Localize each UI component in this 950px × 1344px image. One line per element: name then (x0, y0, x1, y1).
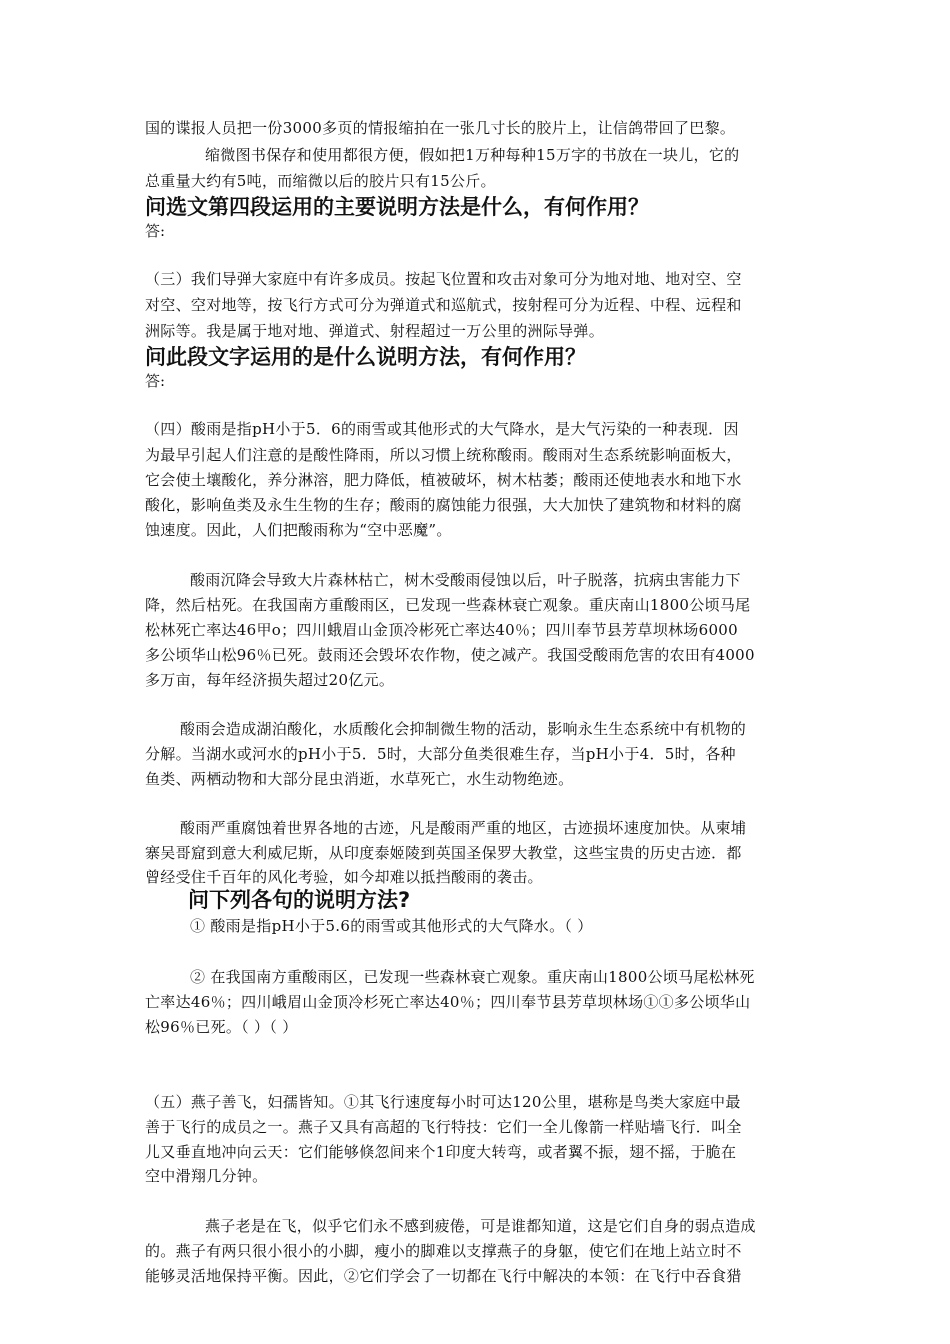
question-heading: 问下列各句的说明方法? (188, 888, 411, 912)
text-line: 松96％已死。（ ）（ ） (145, 1018, 298, 1036)
text-line: 洲际等。我是属于地对地、弹道式、射程超过一万公里的洲际导弹。 (145, 322, 605, 340)
text-line: 缩微图书保存和使用都很方便，假如把1万种每种15万字的书放在一块儿，它的 (205, 146, 740, 164)
text-line: 它会使土壤酸化，养分淋溶，肥力降低，植被破坏，树木枯萎；酸雨还使地表水和地下水 (145, 471, 742, 489)
text-line: 空中滑翔几分钟。 (145, 1167, 268, 1185)
text-line: 多公顷华山松96％已死。鼓雨还会毁坏农作物，使之减产。我国受酸雨危害的农田有4000 (145, 646, 755, 664)
text-line: 酸化，影响鱼类及永生生物的生存；酸雨的腐蚀能力很强，大大加快了建筑物和材料的腐 (145, 496, 742, 514)
text-line: 善于飞行的成员之一。燕子又具有高超的飞行特技：它们一全儿像箭一样贴墙飞行．叫全 (145, 1118, 742, 1136)
text-line: 分解。当湖水或河水的pH小于5．5时，大部分鱼类很难生存，当pH小于4．5时，各种 (145, 745, 736, 763)
text-line: 松林死亡率达46甲o；四川蛾眉山金顶冷彬死亡率达40％；四川奉节县芳草坝林场6000 (145, 621, 738, 639)
text-line: 寨吴哥窟到意大利威尼斯，从印度泰姬陵到英国圣保罗大教堂，这些宝贵的历史古迹．都 (145, 844, 742, 862)
text-line: 降，然后枯死。在我国南方重酸雨区，已发现一些森林衰亡观象。重庆南山1800公顷马尾 (145, 596, 751, 614)
text-line: 鱼类、两栖动物和大部分昆虫消逝，水草死亡，水生动物绝迹。 (145, 770, 574, 788)
question-item: ② 在我国南方重酸雨区，已发现一些森林衰亡观象。重庆南山1800公顷马尾松林死 (190, 968, 755, 986)
text-line: 亡率达46％；四川峨眉山金顶冷杉死亡率达40％；四川奉节县芳草坝林场①①多公顷华山 (145, 993, 751, 1011)
text-line: 酸雨会造成湖泊酸化，水质酸化会抑制微生物的活动，影响永生生态系统中有机物的 (180, 720, 747, 738)
answer-label: 答: (145, 372, 166, 390)
question-heading: 问选文第四段运用的主要说明方法是什么，有何作用？ (145, 195, 649, 219)
question-heading: 问此段文字运用的是什么说明方法，有何作用？ (145, 345, 586, 369)
text-line: （三）我们导弹大家庭中有许多成员。按起飞位置和攻击对象可分为地对地、地对空、空 (145, 270, 742, 288)
text-line: 酸雨沉降会导致大片森林枯亡，树木受酸雨侵蚀以后，叶子脱落，抗病虫害能力下 (190, 571, 741, 589)
text-line: 为最早引起人们注意的是酸性降雨，所以习惯上统称酸雨。酸雨对生态系统影响面板大， (145, 446, 742, 464)
answer-label: 答: (145, 222, 166, 240)
text-line: 多万亩，每年经济损失超过20亿元。 (145, 671, 395, 689)
text-line: 对空、空对地等，按飞行方式可分为弹道式和巡航式，按射程可分为近程、中程、远程和 (145, 296, 742, 314)
text-line: （四）酸雨是指pH小于5．6的雨雪或其他形式的大气降水，是大气污染的一种表现．因 (145, 420, 739, 438)
question-item: ① 酸雨是指pH小于5.6的雨雪或其他形式的大气降水。（ ） (190, 917, 593, 935)
text-line: 国的谍报人员把一份3000多页的情报缩拍在一张几寸长的胶片上，让信鸽带回了巴黎。 (145, 119, 736, 137)
text-line: （五）燕子善飞，妇孺皆知。①其飞行速度每小时可达120公里，堪称是鸟类大家庭中最 (145, 1093, 741, 1111)
text-line: 蚀速度。因此，人们把酸雨称为“空中恶魔”。 (145, 521, 452, 539)
text-line: 总重量大约有5吨，而缩微以后的胶片只有15公斤。 (145, 172, 496, 190)
text-line: 曾经受住千百年的风化考验，如今却难以抵挡酸雨的袭击。 (145, 868, 543, 886)
text-line: 酸雨严重腐蚀着世界各地的古迹，凡是酸雨严重的地区，古迹损坏速度加快。从柬埔 (180, 819, 747, 837)
text-line: 能够灵活地保持平衡。因此，②它们学会了一切都在飞行中解决的本领：在飞行中吞食猎 (145, 1267, 742, 1285)
text-line: 儿又垂直地冲向云天：它们能够倏忽间来个1印度大转弯，或者翼不振，翅不摇，于脆在 (145, 1143, 737, 1161)
text-line: 的。燕子有两只很小很小的小脚，瘦小的脚难以支撑燕子的身躯，使它们在地上站立时不 (145, 1242, 742, 1260)
text-line: 燕子老是在飞，似乎它们永不感到疲倦，可是谁都知道，这是它们自身的弱点造成 (205, 1217, 756, 1235)
